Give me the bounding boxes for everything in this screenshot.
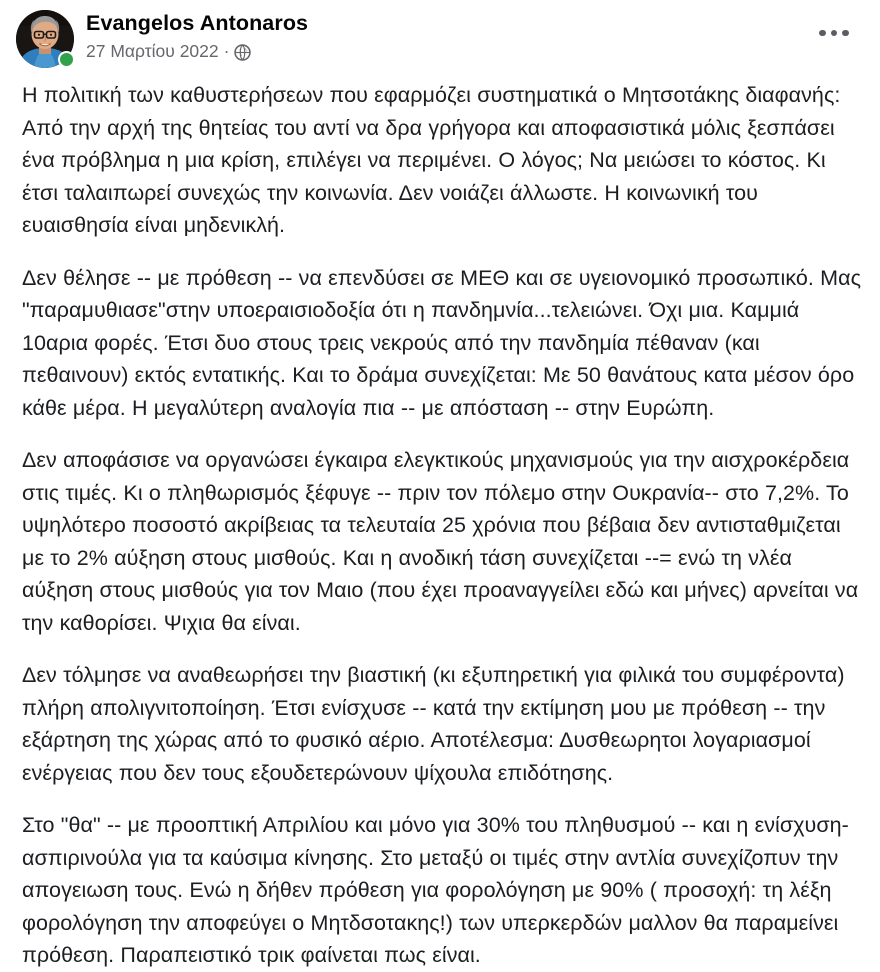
post-date[interactable]: 27 Μαρτίου 2022	[86, 41, 219, 61]
ellipsis-horizontal-icon	[819, 30, 826, 37]
author-name[interactable]: Evangelos Antonaros	[86, 11, 309, 35]
ellipsis-dot-3	[842, 30, 849, 37]
avatar[interactable]	[16, 10, 74, 68]
post-paragraph: Δεν θέλησε -- με πρόθεση -- να επενδύσει σε ΜΕΘ και σε υγειονομικό προσωπικό. Μας "παραμυθιασε"στην υποεραισιοδοξία ότι η πανδημνία...τελειώνει. Όχι μια. Καμμιά 10αρια φορές. Έτσι δυο στους τρεις νεκρούς από την πανδημία πέθαναν (και πεθαινουν) εκτός εντατικής. Και το δράμα συνεχίζεται: Με 50 θανάτους κατα μέσον όρο κάθε μέρα. Η μεγαλύτερη αναλογία πια -- με απόσταση -- στην Ευρώπη.	[22, 265, 861, 420]
post-header-text	[86, 9, 308, 62]
ellipsis-dot-2	[831, 30, 838, 37]
post-paragraph: Δεν τόλμησε να αναθεωρήσει την βιαστική (κι εξυπηρετική για φιλικά του συμφέροντα) πλήρη απολιγνιτοποίηση. Έτσι ενίσχυσε -- κατά την εκτίμηση μου με πρόθεση -- την εξάρτηση της χώρας από το φυσικό αέριο. Αποτέλεσμα: Δυσθεωρητοι λογαριασμοί ενέργειας που δεν τους εξουδετερώνουν ψίχουλα επιδότησης.	[22, 663, 845, 785]
meta-separator: ·	[223, 41, 230, 61]
post-meta	[86, 40, 308, 62]
online-status-indicator	[58, 51, 75, 68]
post-header	[0, 0, 880, 72]
post-options-button[interactable]	[812, 20, 856, 46]
post-body	[0, 72, 880, 972]
post-paragraph: Η πολιτική των καθυστερήσεων που εφαρμόζει συστηματικά ο Μητσοτάκης διαφανής: Από την αρχή της θητείας του αντί να δρα γρήγορα και αποφασιστικά μόλις ξεσπάσει ένα πρόβλημα η μια κρίση, επιλέγει να περιμένει. Ο λόγος; Να μειώσει το κόστος. Κι έτσι ταλαιπωρεί συνεχώς την κοινωνία. Δεν νοιάζει άλλωστε. Η κοινωνική του ευαισθησία είναι μηδενικλή.	[22, 83, 841, 237]
post-paragraph: Δεν αποφάσισε να οργανώσει έγκαιρα ελεγκτικούς μηχανισμούς για την αισχροκέρδεια στις τιμές. Κι ο πληθωρισμός ξέφυγε -- πριν τον πόλεμο στην Ουκρανία-- στο 7,2%. Το υψηλότερο ποσοστό ακρίβειας τα τελευταία 25 χρόνια που βέβαια δεν αντισταθμιζεται με το 2% αύξηση στους μισθούς. Και η ανοδική τάση συνεχίζεται --= ενώ τη νλέα αύξηση στους μισθούς για τον Μαιο (που έχει προαναγγείλει εδώ και μήνες) αρνείται να την καθορίσει. Ψιχια θα είναι.	[22, 448, 859, 635]
globe-icon[interactable]	[234, 44, 251, 61]
post-paragraph: Στο "θα" -- με προοπτική Απριλίου και μόνο για 30% του πληθυσμού -- και η ενίσχυση-ασπιρινούλα για τα καύσιμα κίνησης. Στο μεταξύ οι τιμές στην αντλία συνεχίζοπυν την απογειωση τους. Ενώ η δήθεν πρόθεση για φορολόγηση με 90% ( προσοχή: τη λέξη φορολόγηση την αποφεύγει ο Μητδσοτακης!) των υπερκερδών μαλλον θα παραμείνει πρόθεση. Παραπειστικό τρικ φαίνεται πως είναι.	[22, 813, 849, 967]
